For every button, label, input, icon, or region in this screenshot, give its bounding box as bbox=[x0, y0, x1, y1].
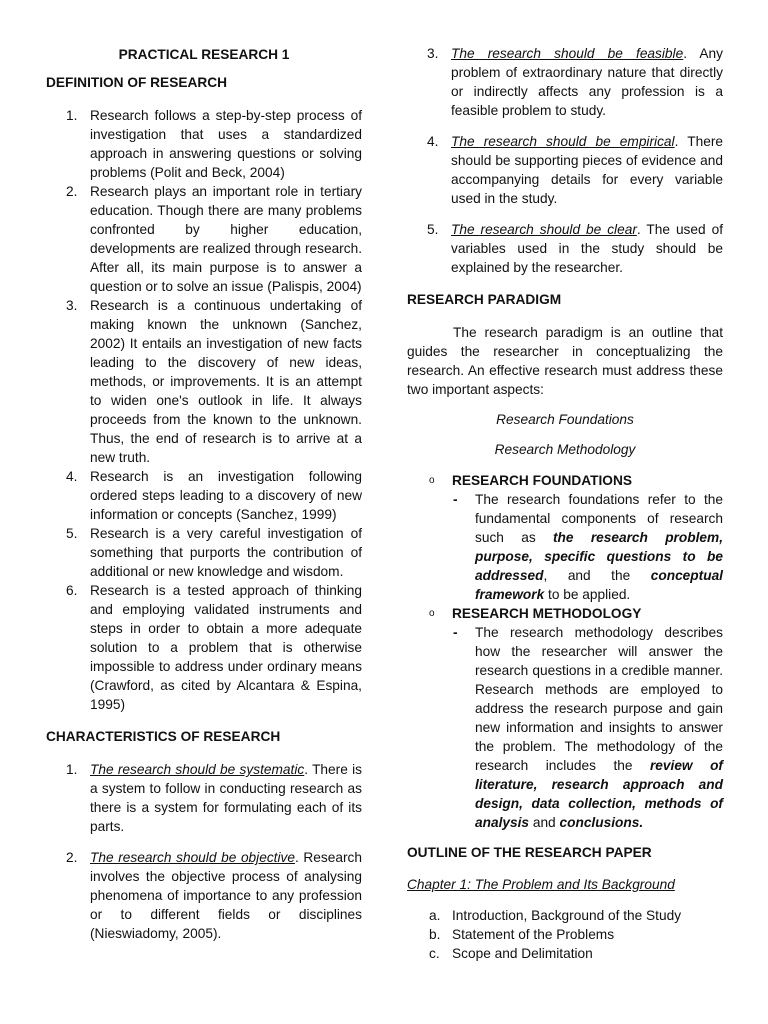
circle-bullet-icon: o bbox=[429, 475, 435, 486]
characteristics-heading: CHARACTERISTICS OF RESEARCH bbox=[46, 729, 281, 744]
list-item: 1. The research should be systematic. There is a system to follow in conducting research as there is a system for formulating each of its parts. bbox=[66, 762, 362, 834]
list-item: - The research methodology describes how the researcher will answer the research questions in a credible manner. Research methods are employed to address the research purpose and gain new information and insights to answer the problem. The methodology of the research includes the review of literature, research approach and design, data collection, methods of analysis and conclusions. bbox=[453, 625, 723, 830]
circle-bullet-icon: o bbox=[429, 608, 435, 619]
list-item: 4. Research is an investigation following ordered steps leading to a discovery of new information or concepts (Sanchez, 1999) bbox=[66, 469, 362, 522]
list-item: 2. Research plays an important role in tertiary education. Though there are many problems confronted by higher education, developments are realized through research. After all, its main purpose is to answer a question or to solve an issue (Palispis, 2004) bbox=[66, 184, 362, 294]
document-title: PRACTICAL RESEARCH 1 bbox=[118, 47, 290, 62]
chapter-1-heading: Chapter 1: The Problem and Its Background bbox=[407, 877, 675, 892]
list-item: 5. Research is a very careful investigation of something that purports the contribution of additional or new knowledge and wisdom. bbox=[66, 526, 362, 579]
characteristics-list-left bbox=[46, 760, 362, 943]
list-item: 6. Research is a tested approach of thinking and employing validated instruments and steps in order to obtain a more adequate solution to a problem that is otherwise impossible to address under ordinary means (Crawford, as cited by Alcantara & Espina, 1995) bbox=[66, 583, 362, 712]
paradigm-aspects-list bbox=[407, 471, 723, 832]
dash-bullet-icon: - bbox=[453, 492, 458, 507]
foundations-heading: RESEARCH FOUNDATIONS bbox=[452, 473, 632, 488]
definition-list bbox=[46, 106, 362, 714]
dash-bullet-icon: - bbox=[453, 625, 458, 640]
left-column bbox=[46, 38, 362, 943]
list-item bbox=[407, 604, 723, 623]
list-item: - The research foundations refer to the fundamental components of research such as the research problem, purpose, specific questions to be addressed, and the conceptual framework to be applied. bbox=[453, 492, 723, 602]
paradigm-heading: RESEARCH PARADIGM bbox=[407, 292, 562, 307]
definition-heading: DEFINITION OF RESEARCH bbox=[46, 75, 227, 90]
list-item: 3. Research is a continuous undertaking of making known the unknown (Sanchez, 2002) It entails an investigation of new facts leading to the discovery of new ideas, methods, or improvements. It is an attempt to widen one's outlook in life. It always proceeds from the known to the unknown. Thus, the end of research is to arrive at a new truth. bbox=[66, 298, 362, 465]
list-item: b. Statement of the Problems bbox=[429, 927, 615, 942]
aspect-methodology: Research Methodology bbox=[494, 442, 636, 457]
list-item: a. Introduction, Background of the Study bbox=[429, 908, 682, 923]
right-column bbox=[407, 44, 723, 963]
list-item: 2. The research should be objective. Research involves the objective process of analysing phenomena of importance to any profession or to different fields or disciplines (Nieswiadomy, 2005). bbox=[66, 850, 362, 941]
chapter-1-list bbox=[407, 906, 723, 963]
outline-heading: OUTLINE OF THE RESEARCH PAPER bbox=[407, 845, 652, 860]
list-item: 4. The research should be empirical. There should be supporting pieces of evidence and accompanying details for every variable used in the study. bbox=[427, 134, 723, 206]
aspect-foundations: Research Foundations bbox=[496, 412, 634, 427]
list-item bbox=[407, 471, 723, 490]
list-item: 3. The research should be feasible. Any problem of extraordinary nature that directly or indirectly affects any profession is a feasible problem to study. bbox=[427, 46, 723, 118]
methodology-heading: RESEARCH METHODOLOGY bbox=[452, 606, 642, 621]
paradigm-paragraph: The research paradigm is an outline that guides the researcher in conceptualizing the research. An effective research must address these two important aspects: bbox=[407, 325, 723, 397]
list-item: 1. Research follows a step-by-step process of investigation that uses a standardized approach in answering questions or solving problems (Polit and Beck, 2004) bbox=[66, 108, 362, 180]
list-item: c. Scope and Delimitation bbox=[429, 946, 593, 961]
list-item: 5. The research should be clear. The used of variables used in the study should be explained by the researcher. bbox=[427, 222, 723, 275]
characteristics-list-right bbox=[407, 44, 723, 277]
